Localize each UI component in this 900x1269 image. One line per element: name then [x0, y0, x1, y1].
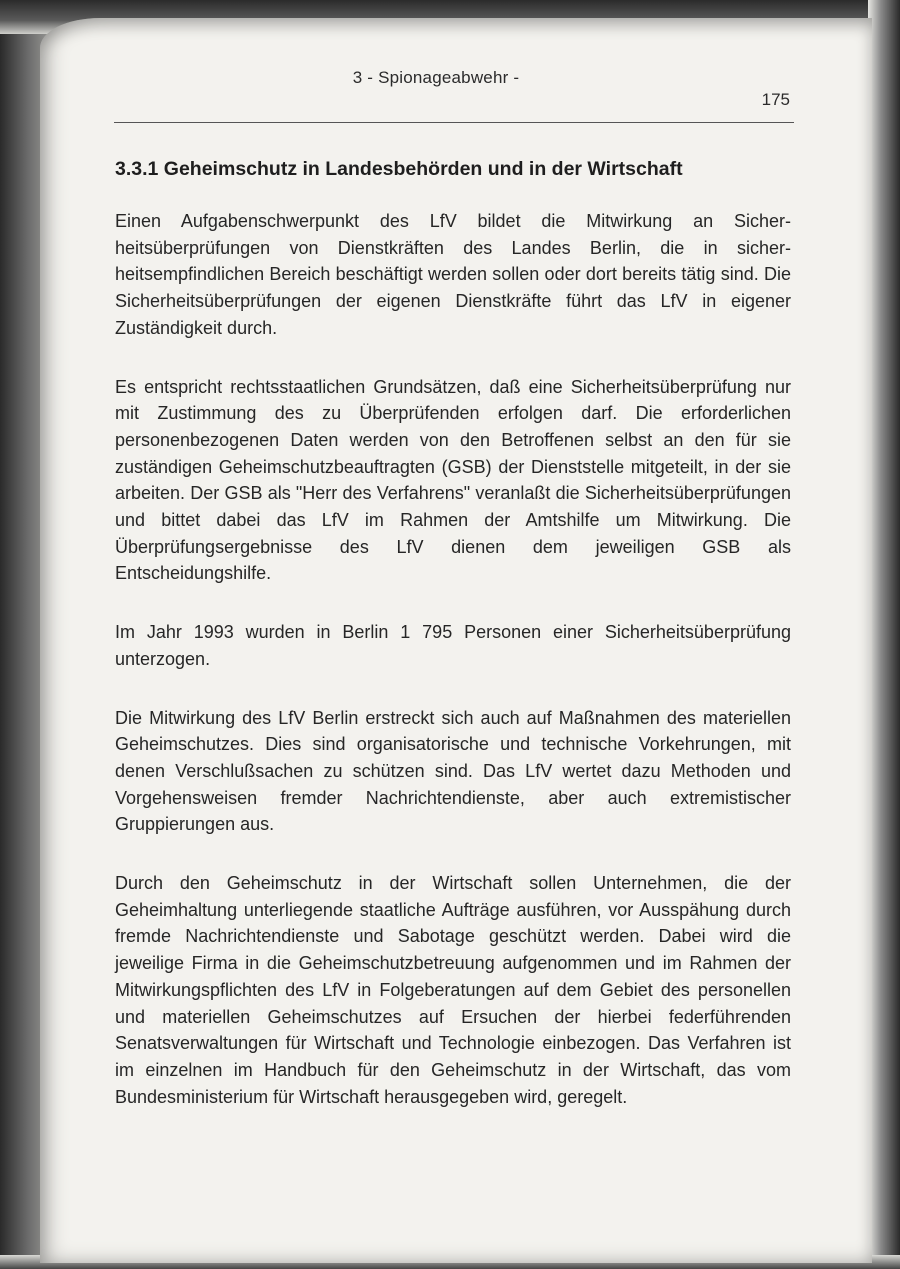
page-number: 175 — [761, 90, 790, 109]
body-text — [115, 208, 791, 1142]
header-rule — [114, 122, 794, 123]
paragraph-4: Die Mitwirkung des LfV Berlin erstreckt sich auch auf Maßnahmen des materiellen Geheimschutzes. Dies sind organisatorische und technische Vorkehrungen, mit denen Verschlußsachen zu schützen sind. Das LfV wertet dazu Methoden und Vorgehensweisen fremder Nachrichtendienste, aber auch extremistischer Gruppierungen aus. — [115, 707, 791, 835]
paragraph-5: Durch den Geheimschutz in der Wirtschaft sollen Unternehmen, die der Geheimhaltung unterliegende staatliche Aufträge ausführen, vor Ausspähung durch fremde Nachrichtendienste und Sabotage geschützt werden. Dabei wird die jeweilige Firma in die Geheimschutzbetreuung aufgenommen und im Rahmen der Mitwirkungspflichten des LfV in Folgeberatungen auf dem Gebiet des personellen und materiellen Geheimschutzes auf Ersuchen der hierbei federführenden Senatsverwaltungen für Wirtschaft und Technologie einbezogen. Das Verfahren ist im einzelnen im Handbuch für den Geheimschutz in der Wirtschaft, das vom Bundesministerium für Wirtschaft herausgegeben wird, geregelt. — [115, 873, 791, 1107]
paragraph-1: Einen Aufgabenschwerpunkt des LfV bildet die Mitwirkung an Sicherheitsüberprüfungen von Dienstkräften des Landes Berlin, die in sicherheitsempfindlichen Bereich beschäftigt werden sollen oder dort bereits tätig sind. Die Sicherheitsüberprüfungen der eigenen Dienstkräfte führt das LfV in eigener Zuständigkeit durch. — [115, 211, 791, 338]
document-page — [40, 18, 872, 1263]
paragraph-2: Es entspricht rechtsstaatlichen Grundsätzen, daß eine Sicherheitsüberprüfung nur mit Zustimmung des zu Überprüfenden erfolgen darf. Die erforderlichen personenbezogenen Daten werden von den Betroffenen selbst an den für sie zuständigen Geheimschutzbeauftragten (GSB) der Dienststelle mitgeteilt, in der sie arbeiten. Der GSB als "Herr des Verfahrens" veranlaßt die Sicherheitsüberprüfungen und bittet dabei das LfV im Rahmen der Amtshilfe um Mitwirkung. Die Überprüfungsergebnisse des LfV dienen dem jeweiligen GSB als Entscheidungshilfe. — [115, 376, 791, 584]
paragraph-3: Im Jahr 1993 wurden in Berlin 1 795 Personen einer Sicherheitsüberprüfung unterzogen. — [115, 622, 791, 669]
section-heading: 3.3.1 Geheimschutz in Landesbehörden und in der Wirtschaft — [115, 158, 683, 180]
running-head: 3 - Spionageabwehr - — [352, 68, 520, 87]
scan-shadow-right — [868, 0, 900, 1269]
